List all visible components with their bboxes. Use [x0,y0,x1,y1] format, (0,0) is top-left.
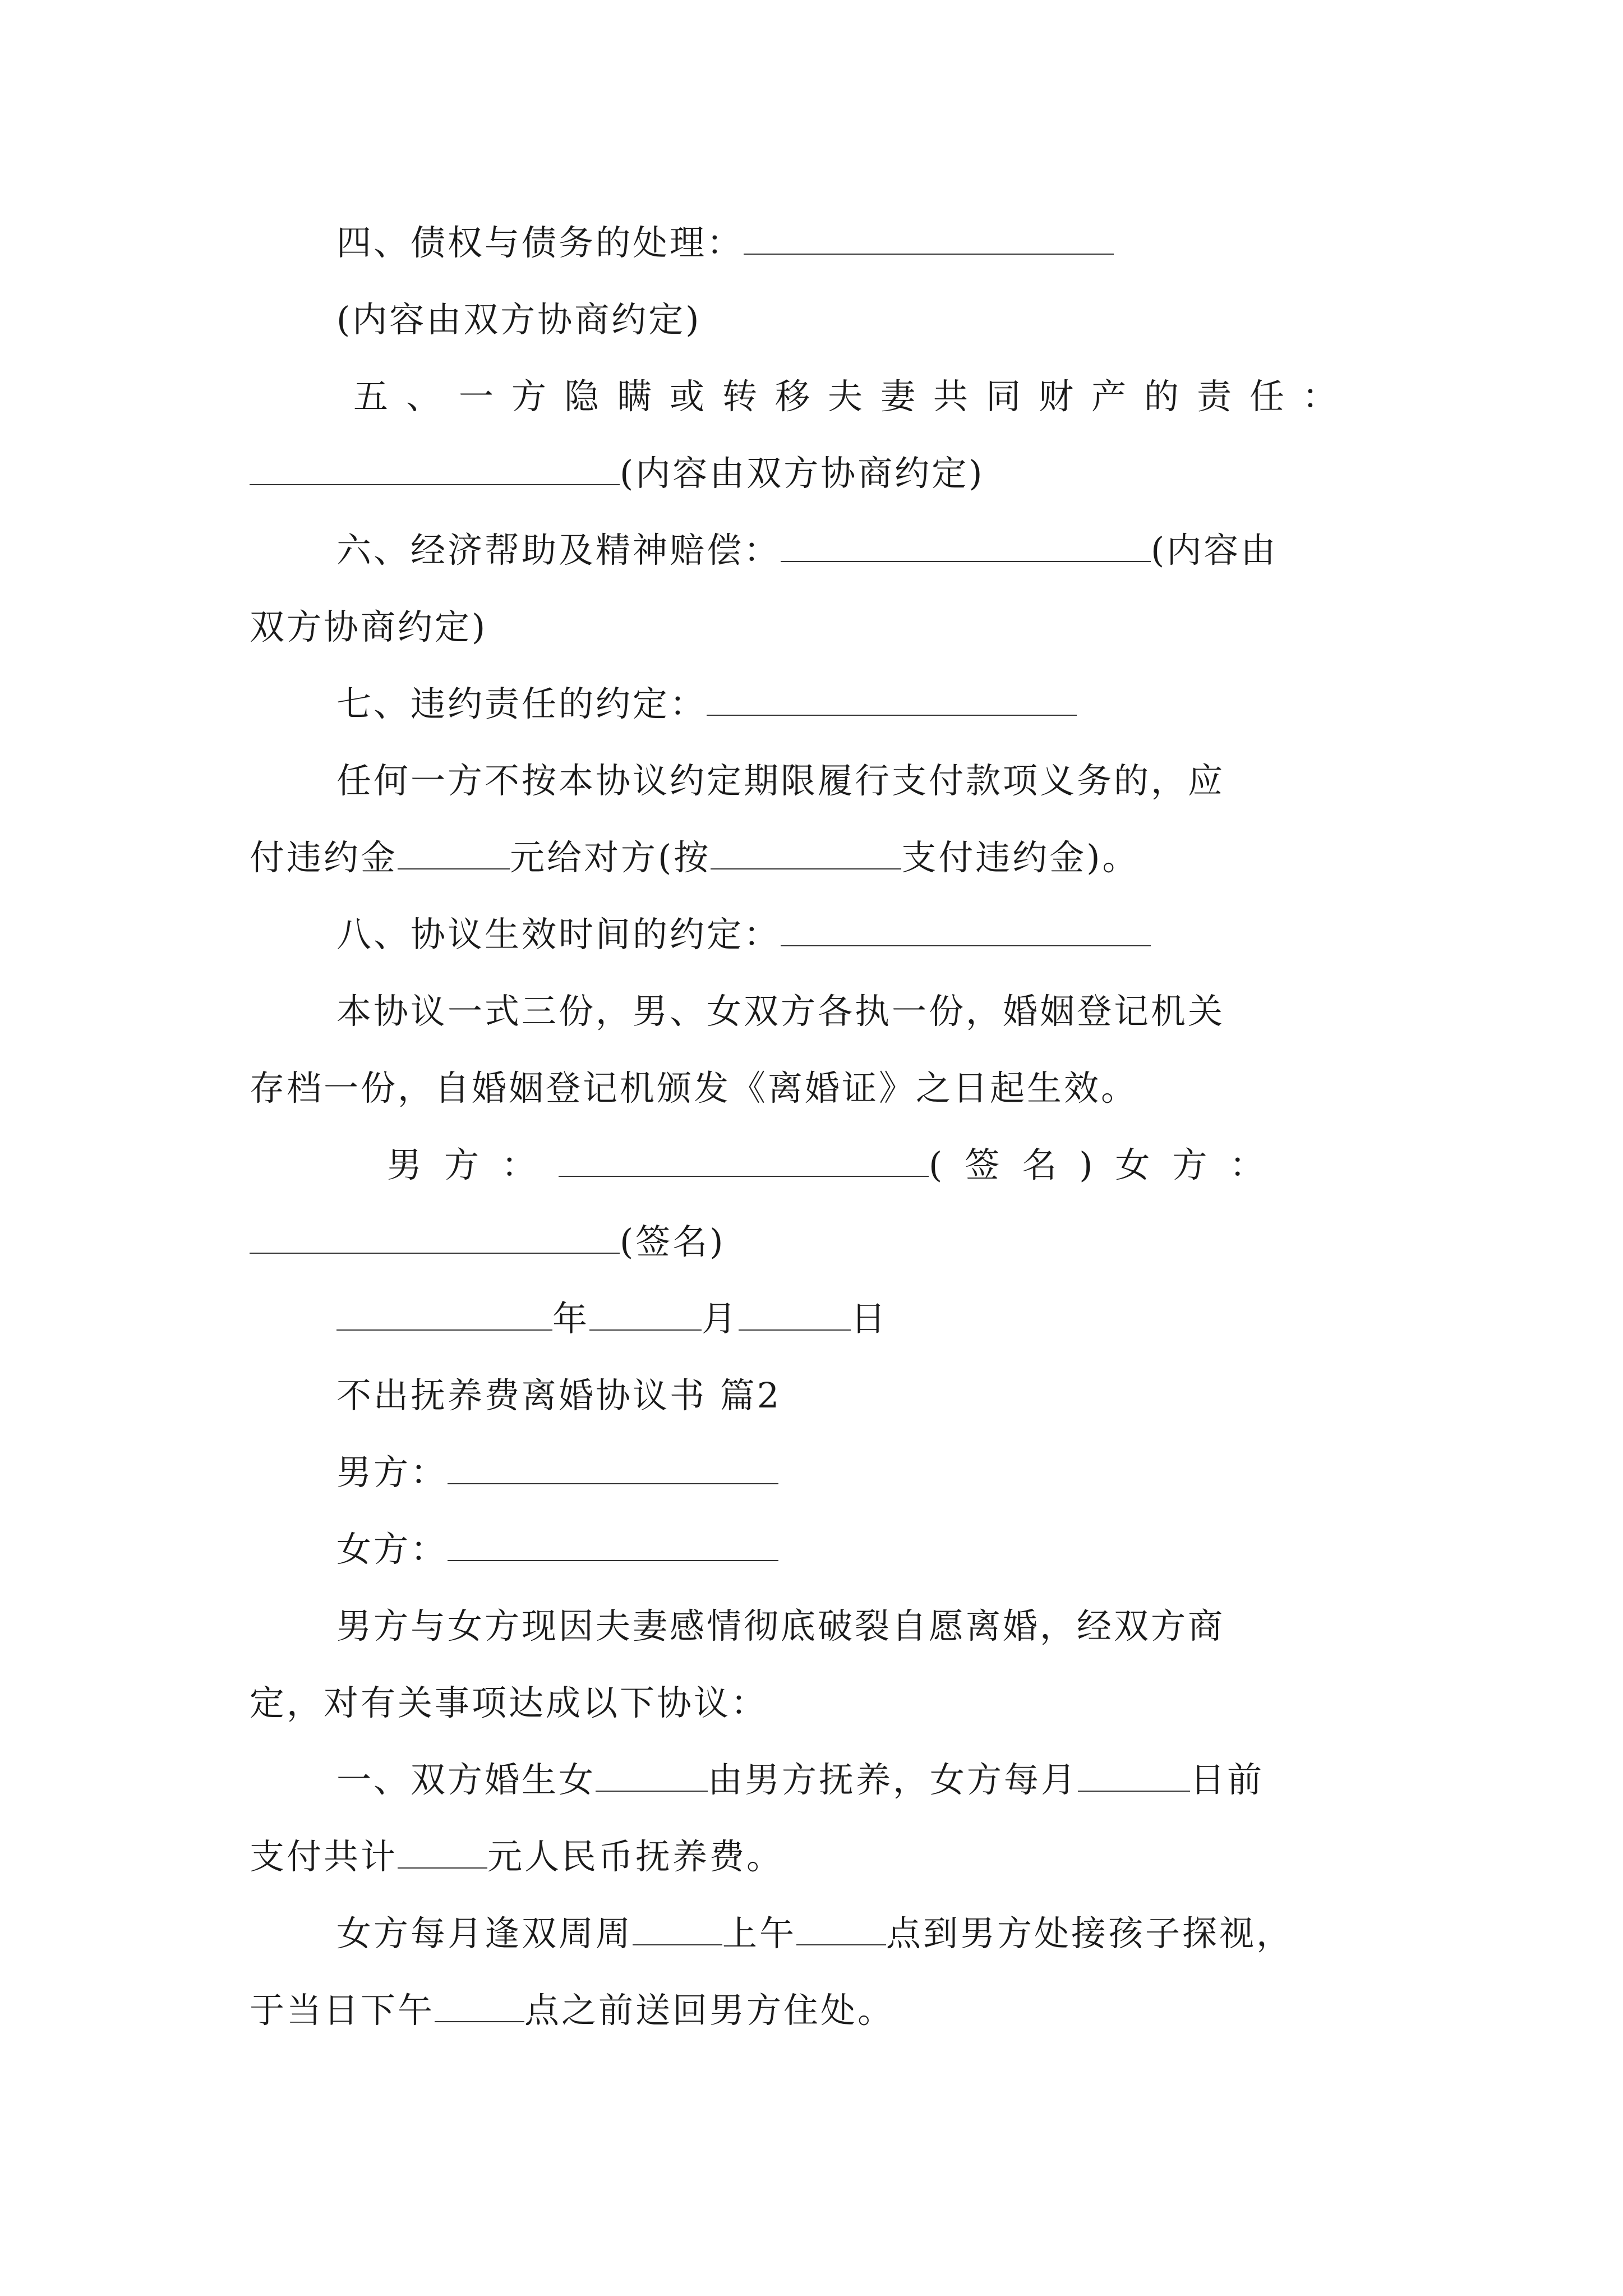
blank-field [596,1756,708,1792]
paragraph-line: 付违约金 元给对方(按 支付违约金)。 [250,830,1139,886]
blank-field [250,1218,620,1254]
date-line: 年 月 日 [336,1291,888,1347]
section-five-continued: (内容由双方协商约定) [250,445,984,501]
day-blank [739,1295,851,1331]
section-four-note: (内容由双方协商约定) [336,299,702,340]
signature-continued: (签名) [250,1214,725,1270]
paragraph-line: 任何一方不按本协议约定期限履行支付款项义务的，应 [336,760,1225,801]
section-six-line: 六、经济帮助及精神赔偿： (内容由 [336,522,1278,578]
blank-field [250,449,620,485]
paragraph-line: 定，对有关事项达成以下协议： [250,1682,768,1723]
section-seven-line: 七、违约责任的约定： [336,676,1077,732]
blank-field [559,1141,929,1177]
section-four-line: 四、债权与债务的处理： [336,215,1114,271]
blank-field [781,910,1151,946]
section-heading: 不出抚养费离婚协议书 篇2 [336,1375,782,1416]
blank-field [781,526,1151,562]
visitation-continued: 于当日下午 点之前送回男方住处。 [250,1982,895,2039]
year-blank [336,1295,552,1331]
blank-field [707,680,1077,716]
clause-one-line: 一、双方婚生女 由男方抚养，女方每月 日前 [336,1752,1264,1808]
paragraph-line: 存档一份，自婚姻登记机颁发《离婚证》之日起生效。 [250,1068,1138,1108]
paragraph-line: 男方与女方现因夫妻感情彻底破裂自愿离婚，经双方商 [336,1605,1225,1646]
blank-field [711,834,901,869]
signature-line: 男方： (签名)女方： [387,1137,1287,1193]
section-eight-line: 八、协议生效时间的约定： [336,907,1151,963]
blank-field [1078,1756,1190,1792]
visitation-line: 女方每月逢双周周 上午 点到男方处接孩子探视， [336,1906,1293,1962]
blank-field [435,1986,524,2022]
section-six-continued: 双方协商约定) [250,606,488,647]
female-party-line: 女方： [336,1521,778,1577]
section-five-line: 五、一方隐瞒或转移夫妻共同财产的责任： [353,376,1355,417]
blank-field [398,1833,487,1869]
paragraph-line: 本协议一式三份，男、女双方各执一份，婚姻登记机关 [336,991,1225,1032]
month-blank [589,1295,702,1331]
clause-one-continued: 支付共计 元人民币抚养费。 [250,1829,783,1885]
blank-field [398,834,510,869]
blank-field [633,1910,722,1945]
blank-field [448,1525,778,1561]
blank-field [744,219,1114,255]
blank-field [448,1448,778,1484]
blank-field [796,1910,886,1945]
male-party-line: 男方： [336,1444,778,1501]
